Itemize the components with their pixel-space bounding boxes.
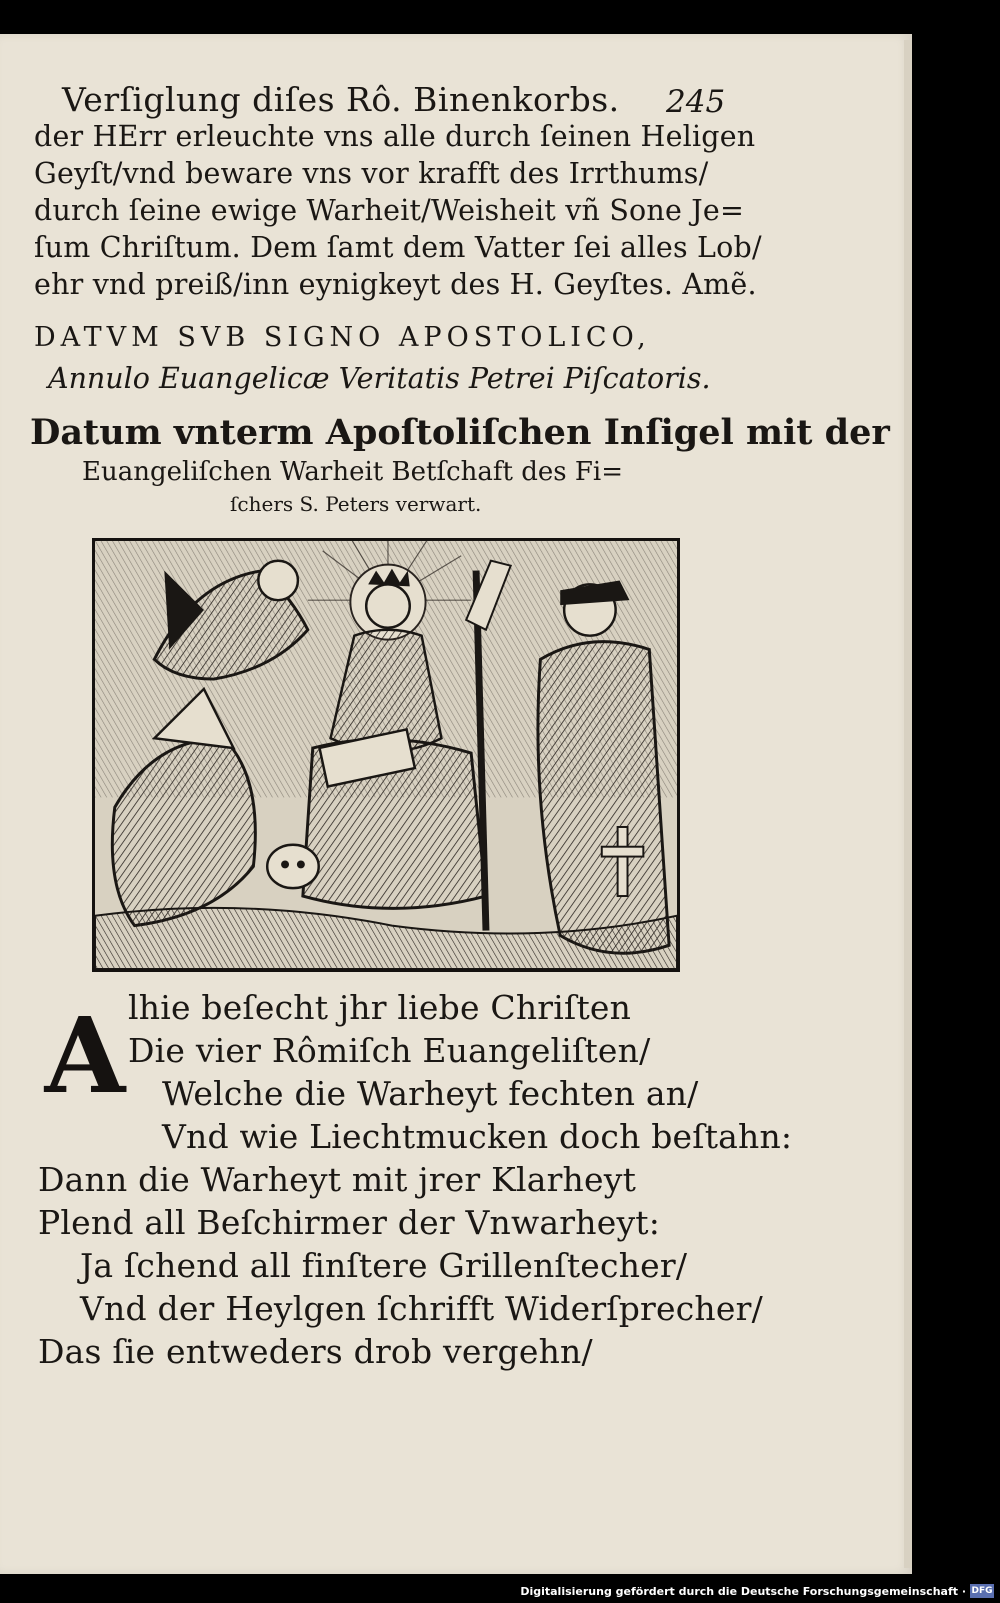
woodcut-illustration bbox=[92, 538, 680, 972]
dfg-logo: DFG bbox=[971, 1586, 993, 1596]
datum-italic: Annulo Euangelicæ Veritatis Petrei Piſcatoris. bbox=[48, 362, 711, 395]
heading-line-1: Datum vnterm Apoſtoliſchen Inſigel mit der bbox=[30, 412, 890, 453]
verse-line: Vnd der Heylgen ſchrifft Widerſprecher/ bbox=[80, 1289, 763, 1328]
drop-cap: A bbox=[44, 994, 126, 1117]
verse-line: lhie beſecht jhr liebe Chriſten bbox=[128, 988, 632, 1027]
verse-line: Welche die Warheyt fechten an/ bbox=[162, 1074, 699, 1113]
woodcut-drawing bbox=[95, 541, 677, 969]
digitization-credit: Digitalisierung gefördert durch die Deutsche Forschungsgemeinschaft · bbox=[520, 1585, 966, 1598]
page-edge bbox=[904, 40, 912, 1568]
body-line: ſum Chriſtum. Dem ſamt dem Vatter ſei alles Lob/ bbox=[34, 231, 762, 264]
datum-caps: DATVM SVB SIGNO APOSTOLICO, bbox=[34, 322, 651, 353]
verse-line: Dann die Warheyt mit jrer Klarheyt bbox=[38, 1160, 637, 1199]
running-head: Verſiglung diſes Rô. Binenkorbs. bbox=[62, 80, 620, 119]
body-line: der HErr erleuchte vns alle durch ſeinen Heligen bbox=[34, 120, 756, 153]
body-line: durch ſeine ewige Warheit/Weisheit vñ Sone Je= bbox=[34, 194, 745, 227]
body-line: Geyſt/vnd beware vns vor krafft des Irrthums/ bbox=[34, 157, 709, 190]
heading-line-2: Euangeliſchen Warheit Betſchaft des Fi= bbox=[82, 457, 623, 487]
verse-line: Die vier Rômiſch Euangeliſten/ bbox=[128, 1031, 651, 1070]
page-number: 245 bbox=[666, 84, 726, 120]
heading-line-3: ſchers S. Peters verwart. bbox=[230, 492, 482, 516]
verse-line: Plend all Beſchirmer der Vnwarheyt: bbox=[38, 1203, 661, 1242]
verse-line: Das ſie entweders drob vergehn/ bbox=[38, 1332, 593, 1371]
verse-line: Vnd wie Liechtmucken doch beſtahn: bbox=[162, 1117, 793, 1156]
body-line: ehr vnd preiß/inn eynigkeyt des H. Geyſtes. Amẽ. bbox=[34, 268, 757, 301]
verse-line: Ja ſchend all finſtere Grillenſtecher/ bbox=[80, 1246, 688, 1285]
